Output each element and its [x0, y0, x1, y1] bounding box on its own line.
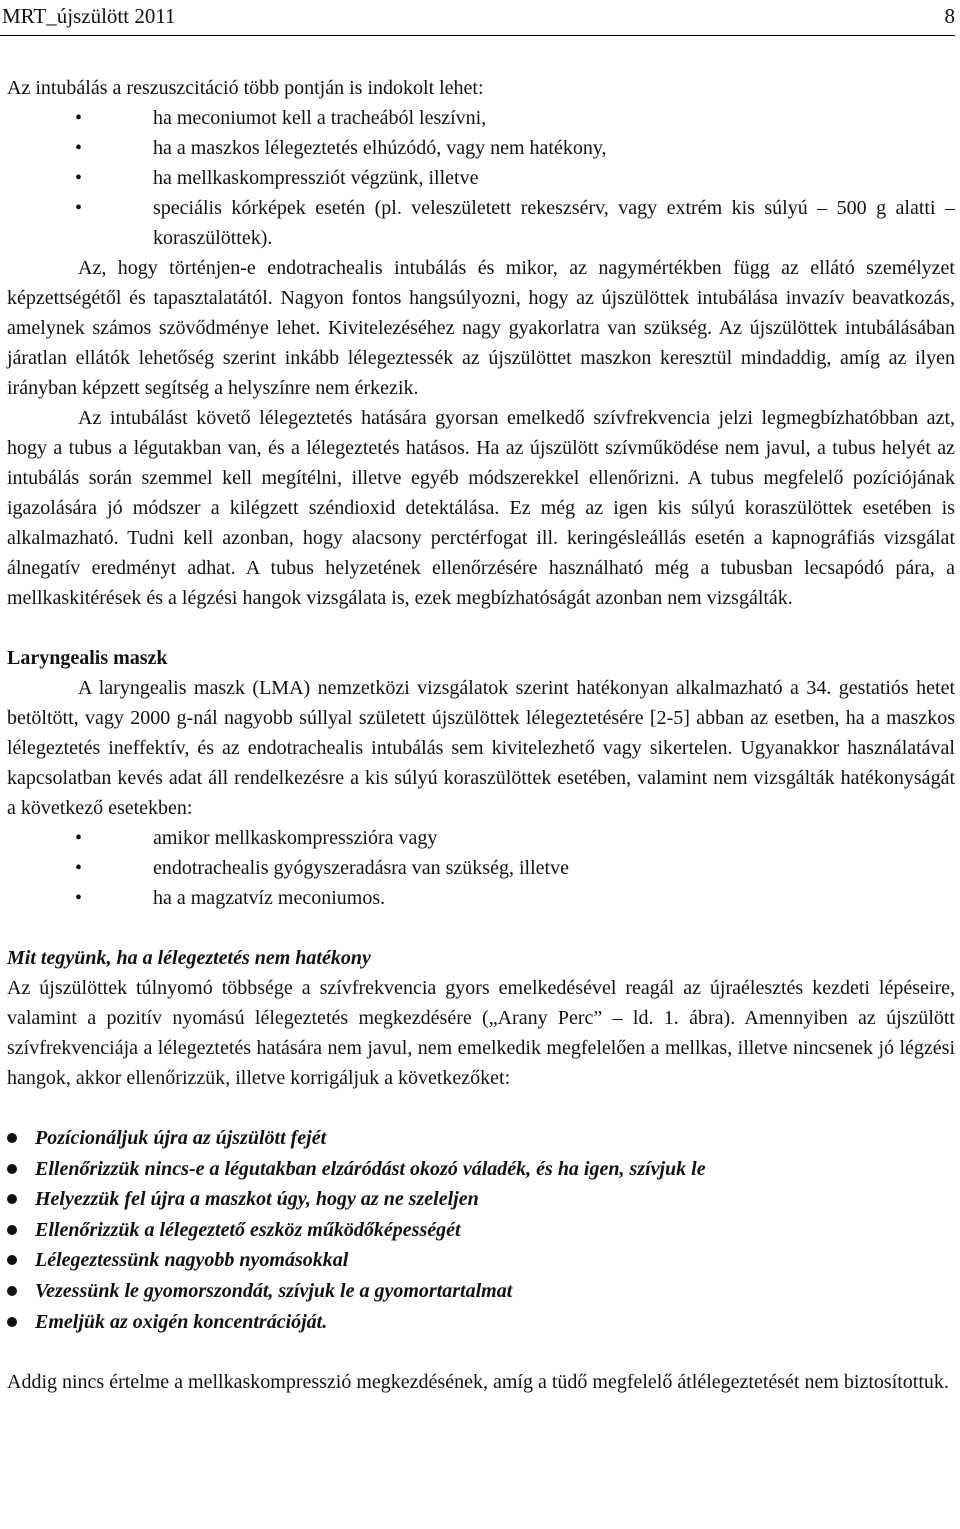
list-item: [7, 163, 955, 193]
list-item-text: Ellenőrizzük nincs-e a légutakban elzáródást okozó váladék, és ha igen, szívjuk le: [35, 1157, 706, 1180]
list-item-text: Pozícionáljuk újra az újszülött fejét: [35, 1127, 327, 1149]
bullet-disc-icon: [7, 1164, 17, 1174]
list-item-text: amikor mellkaskompresszióra vagy: [153, 827, 438, 849]
list-item-text: speciális kórképek esetén (pl. veleszületett rekeszsérv, vagy extrém kis súlyú – 500 g alatti – koraszülöttek).: [153, 197, 955, 249]
list-item: [7, 133, 955, 163]
bullet-icon: •: [75, 107, 83, 129]
list-item: [7, 823, 955, 853]
paragraph-lma: A laryngealis maszk (LMA) nemzetközi vizsgálatok szerint hatékonyan alkalmazható a 34. gestatiós hetet betöltött, vagy 2000 g-nál nagyobb súllyal született újszülöttek lélegeztetésére [2-5] abban az esetben, ha a maszkos lélegeztetés ineffektív, és az endotrachealis intubálás sem kivitelezhető vagy sikertelen. Ugyanakkor használatával kapcsolatban kevés adat áll rendelkezésre a kis súlyú koraszülöttek esetében, valamint nem vizsgálták hatékonyságát a következő esetekben:: [7, 677, 955, 819]
bullet-disc-icon: [7, 1255, 17, 1265]
bullet-icon: •: [75, 887, 83, 909]
list-item: [7, 193, 955, 253]
spacer: [7, 1337, 955, 1367]
list-item: [7, 1184, 955, 1215]
list-item: [7, 1123, 955, 1154]
list-item-text: endotrachealis gyógyszeradásra van szükség, illetve: [153, 857, 569, 879]
list-item-text: ha a magzatvíz meconiumos.: [153, 887, 386, 909]
intubation-indications-list: [7, 103, 955, 253]
bullet-disc-icon: [7, 1225, 17, 1235]
list-item: [7, 103, 955, 133]
list-item: [7, 1154, 955, 1185]
spacer: [7, 613, 955, 643]
paragraph-training: Az, hogy történjen-e endotrachealis intubálás és mikor, az nagymértékben függ az ellátó személyzet képzettségétől és tapasztalatától. Nagyon fontos hangsúlyozni, hogy az újszülöttek intubálása invazív beavatkozás, amelynek számos szövődménye lehet. Kivitelezéséhez nagy gyakorlatra van szükség. Az újszülöttek intubálásában járatlan ellátók lehetőség szerint inkább lélegeztessék az újszülöttet maszkon keresztül mindaddig, amíg az ilyen irányban képzett segítség a helyszínre nem érkezik.: [7, 257, 955, 399]
list-item: [7, 1307, 955, 1338]
list-item-text: Lélegeztessünk nagyobb nyomásokkal: [35, 1249, 349, 1272]
section-heading-lma: Laryngealis maszk: [7, 647, 168, 669]
bullet-icon: •: [75, 827, 83, 849]
bullet-icon: •: [75, 167, 83, 189]
page-body: [7, 73, 955, 1397]
list-item-text: Vezessünk le gyomorszondát, szívjuk le a gyomortartalmat: [35, 1279, 513, 1302]
list-item: [7, 883, 955, 913]
bullet-disc-icon: [7, 1133, 17, 1143]
document-title: MRT_újszülött 2011: [2, 4, 176, 28]
list-item-text: ha a maszkos lélegeztetés elhúzódó, vagy nem hatékony,: [153, 137, 607, 159]
list-item-text: Ellenőrizzük a lélegeztető eszköz működőképességét: [35, 1218, 461, 1241]
spacer: [7, 1093, 955, 1123]
spacer: [7, 913, 955, 943]
page-number: 8: [944, 4, 955, 28]
list-item-text: ha meconiumot kell a tracheából leszívni,: [153, 107, 487, 129]
bullet-icon: •: [75, 197, 83, 219]
paragraph-ineffective-ventilation: Az újszülöttek túlnyomó többsége a szívfrekvencia gyors emelkedésével reagál az újraélesztés kezdeti lépéseire, valamint a pozitív nyomású lélegeztetés megkezdésére („Arany Perc” – ld. 1. ábra). Amennyiben az újszülött szívfrekvenciája a lélegeztetés hatására nem javul, nem emelkedik megfelelően a mellkas, illetve nincsenek jó légzési hangok, akkor ellenőrizzük, illetve korrigáljuk a következőket:: [7, 977, 955, 1089]
list-item: [7, 1276, 955, 1307]
corrective-steps-list: [7, 1123, 955, 1337]
intubation-lead: Az intubálás a reszuszcitáció több pontján is indokolt lehet:: [7, 77, 484, 99]
lma-exclusions-list: [7, 823, 955, 913]
list-item-text: ha mellkaskompressziót végzünk, illetve: [153, 167, 479, 189]
bullet-icon: •: [75, 857, 83, 879]
page-header: [0, 2, 955, 30]
bullet-icon: •: [75, 137, 83, 159]
section-heading-ineffective-ventilation: Mit tegyünk, ha a lélegeztetés nem hatékony: [7, 947, 371, 969]
bullet-disc-icon: [7, 1317, 17, 1327]
list-item-text: Helyezzük fel újra a maszkot úgy, hogy az ne szeleljen: [35, 1188, 479, 1211]
bullet-disc-icon: [7, 1286, 17, 1296]
list-item: [7, 1245, 955, 1276]
header-divider: [0, 35, 955, 36]
list-item-text: Emeljük az oxigén koncentrációját.: [35, 1310, 328, 1333]
list-item: [7, 853, 955, 883]
paragraph-tube-verification: Az intubálást követő lélegeztetés hatására gyorsan emelkedő szívfrekvencia jelzi legmegbízhatóbban azt, hogy a tubus a légutakban van, és a lélegeztetés hatásos. Ha az újszülött szívműködése nem javul, a tubus helyét az intubálás során szemmel kell megítélni, illetve egyéb módszerekkel ellenőrizni. A tubus megfelelő pozíciójának igazolására jó módszer a kilégzett széndioxid detektálása. Ez még az igen kis súlyú koraszülöttek esetében is alkalmazható. Tudni kell azonban, hogy alacsony perctérfogat ill. keringésleállás esetén a kapnográfiás vizsgálat álnegatív eredményt adhat. A tubus helyzetének ellenőrzésére használható még a tubusban lecsapódó pára, a mellkaskitérések és a légzési hangok vizsgálata is, ezek megbízhatóságát azonban nem vizsgálták.: [7, 407, 955, 609]
paragraph-closing: Addig nincs értelme a mellkaskompresszió megkezdésének, amíg a tüdő megfelelő átlélegeztetését nem biztosítottuk.: [7, 1371, 949, 1394]
bullet-disc-icon: [7, 1194, 17, 1204]
list-item: [7, 1215, 955, 1246]
